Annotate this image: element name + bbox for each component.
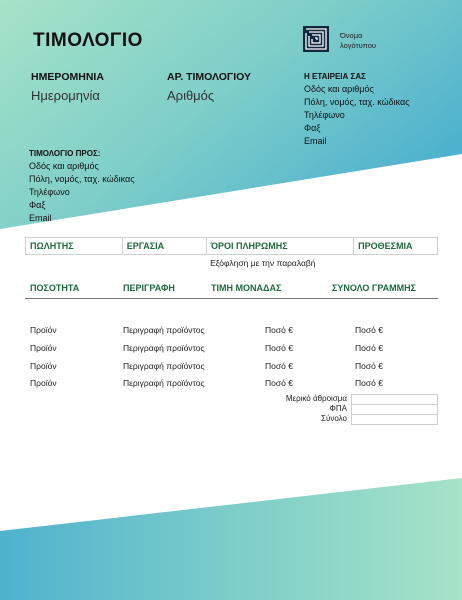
item-row (25, 378, 438, 392)
due-date-value[interactable] (354, 255, 438, 272)
item-line-total[interactable]: Ποσό € (355, 361, 383, 371)
item-line-total[interactable]: Ποσό € (355, 343, 383, 353)
vat-label: ΦΠΑ (329, 404, 347, 413)
company-street[interactable]: Οδός και αριθμός (304, 84, 374, 94)
date-label: ΗΜΕΡΟΜΗΝΙΑ (31, 71, 104, 83)
company-email[interactable]: Email (304, 136, 327, 146)
salesperson-value[interactable] (26, 255, 123, 272)
bill-to-city[interactable]: Πόλη, νομός, ταχ. κώδικας (29, 174, 135, 184)
items-header-row (25, 282, 438, 299)
item-description[interactable]: Περιγραφή προϊόντος (123, 378, 205, 388)
subtotal-row (240, 394, 438, 404)
bill-to-fax[interactable]: Φαξ (29, 200, 46, 210)
item-line-total[interactable]: Ποσό € (355, 325, 383, 335)
description-header: ΠΕΡΙΓΡΑΦΗ (123, 283, 175, 293)
total-field[interactable] (351, 414, 438, 425)
bill-to-phone[interactable]: Τηλέφωνο (29, 187, 70, 197)
item-unit-price[interactable]: Ποσό € (265, 361, 293, 371)
item-unit-price[interactable]: Ποσό € (265, 378, 293, 388)
item-quantity[interactable]: Προϊόν (30, 378, 57, 388)
bill-to-email[interactable]: Email (29, 213, 52, 223)
company-heading: Η ΕΤΑΙΡΕΙΑ ΣΑΣ (304, 72, 366, 81)
subtotal-label: Μερικό άθροισμα (285, 394, 347, 403)
unit-price-header: ΤΙΜΗ ΜΟΝΑΔΑΣ (211, 283, 282, 293)
terms-table (25, 237, 438, 271)
company-phone[interactable]: Τηλέφωνο (304, 110, 345, 120)
total-label: Σύνολο (321, 414, 347, 423)
item-quantity[interactable]: Προϊόν (30, 361, 57, 371)
job-value[interactable] (122, 255, 206, 272)
date-value[interactable]: Ημερομηνία (31, 88, 100, 103)
item-description[interactable]: Περιγραφή προϊόντος (123, 325, 205, 335)
bottom-gradient-band (0, 478, 462, 600)
item-row (25, 361, 438, 375)
job-header: ΕΡΓΑΣΙΑ (122, 238, 206, 255)
vat-row (240, 404, 438, 414)
bill-to-street[interactable]: Οδός και αριθμός (29, 161, 99, 171)
invoice-title: ΤΙΜΟΛΟΓΙΟ (33, 30, 143, 51)
total-row (240, 414, 438, 424)
terms-header-row (26, 238, 438, 255)
item-unit-price[interactable]: Ποσό € (265, 343, 293, 353)
payment-terms-value[interactable]: Εξόφληση με την παραλαβή (210, 258, 316, 268)
quantity-header: ΠΟΣΟΤΗΤΑ (30, 283, 80, 293)
item-quantity[interactable]: Προϊόν (30, 325, 57, 335)
item-unit-price[interactable]: Ποσό € (265, 325, 293, 335)
company-city[interactable]: Πόλη, νομός, ταχ. κώδικας (304, 97, 410, 107)
salesperson-header: ΠΩΛΗΤΗΣ (26, 238, 123, 255)
bill-to-heading: ΤΙΜΟΛΟΓΙΟ ΠΡΟΣ: (29, 149, 101, 158)
bill-to-block (29, 147, 135, 225)
company-block (304, 70, 410, 148)
payment-terms-header: ΌΡΟΙ ΠΛΗΡΩΜΗΣ (206, 238, 354, 255)
item-quantity[interactable]: Προϊόν (30, 343, 57, 353)
item-description[interactable]: Περιγραφή προϊόντος (123, 343, 205, 353)
terms-value-row (26, 255, 438, 272)
totals-block (240, 394, 438, 424)
logo-name-text: Όνομα λογότυπου (340, 31, 377, 50)
company-fax[interactable]: Φαξ (304, 123, 321, 133)
item-line-total[interactable]: Ποσό € (355, 378, 383, 388)
maze-logo-icon (303, 26, 329, 52)
due-date-header: ΠΡΟΘΕΣΜΙΑ (354, 238, 438, 255)
item-row (25, 325, 438, 339)
item-description[interactable]: Περιγραφή προϊόντος (123, 361, 205, 371)
invoice-number-value[interactable]: Αριθμός (167, 88, 215, 103)
invoice-number-label: ΑΡ. ΤΙΜΟΛΟΓΙΟΥ (167, 71, 252, 83)
item-row (25, 343, 438, 357)
line-total-header: ΣΥΝΟΛΟ ΓΡΑΜΜΗΣ (332, 283, 417, 293)
